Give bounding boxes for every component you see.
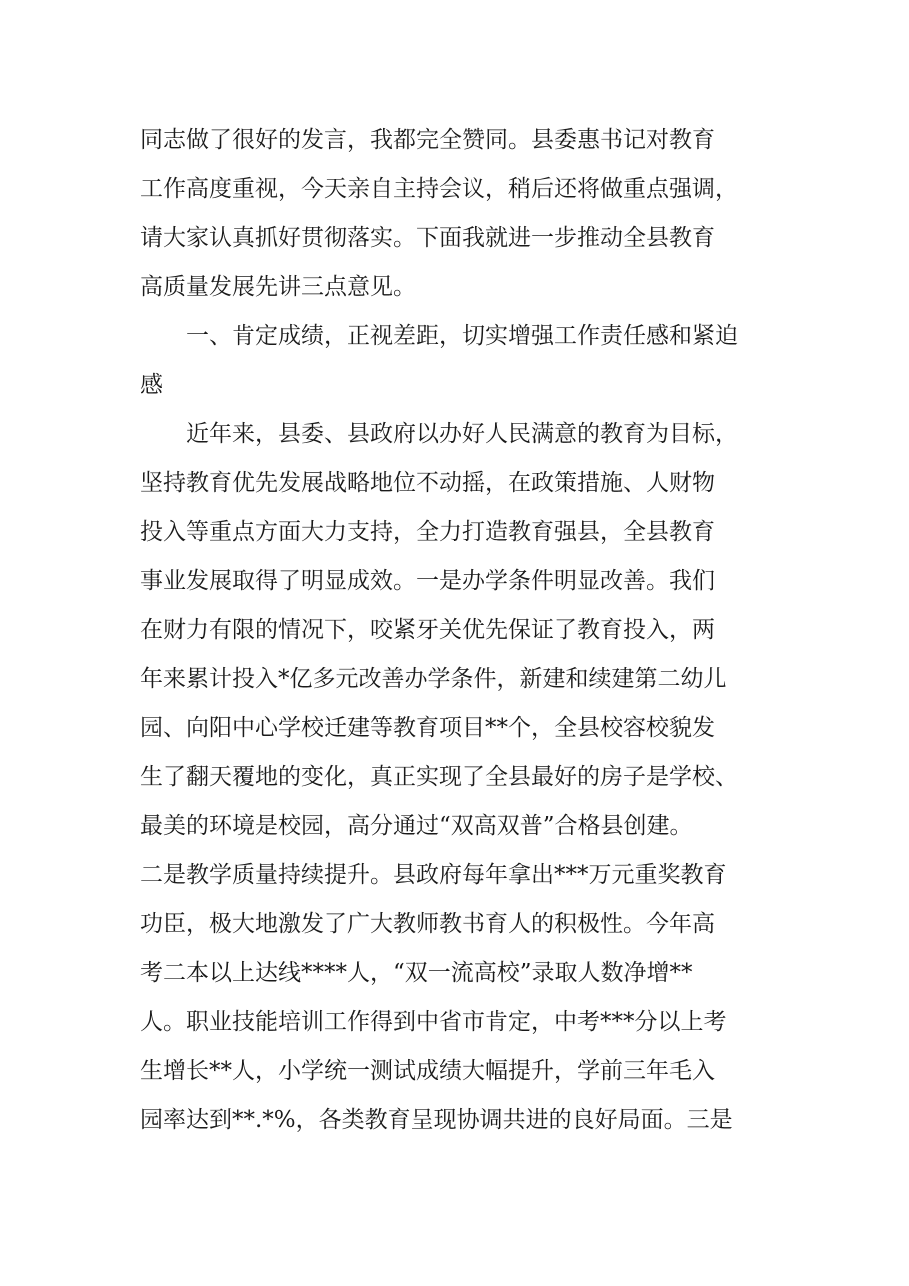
text-line: 同志做了很好的发言，我都完全赞同。县委惠书记对教育 bbox=[140, 127, 715, 153]
text-line: 二是教学质量持续提升。县政府每年拿出***万元重奖教育 bbox=[140, 862, 727, 888]
document-body bbox=[140, 116, 770, 1145]
text-line: 请大家认真抓好贯彻落实。下面我就进一步推动全县教育 bbox=[140, 225, 715, 251]
section-heading: 感 bbox=[140, 372, 163, 398]
text-line: 功臣，极大地激发了广大教师教书育人的积极性。今年高 bbox=[140, 911, 715, 937]
text-line: 在财力有限的情况下，咬紧牙关优先保证了教育投入，两 bbox=[140, 617, 715, 643]
text-line: 事业发展取得了明显成效。一是办学条件明显改善。我们 bbox=[140, 568, 715, 594]
text-line: 生增长**人，小学统一测试成绩大幅提升，学前三年毛入 bbox=[140, 1058, 715, 1084]
text-line: 年来累计投入*亿多元改善办学条件，新建和续建第二幼儿 bbox=[140, 666, 727, 692]
text-line: 工作高度重视，今天亲自主持会议，稍后还将做重点强调， bbox=[140, 176, 738, 202]
text-line: 考二本以上达线****人，“双一流高校”录取人数净增** bbox=[140, 960, 693, 986]
text-line: 园率达到**.*%，各类教育呈现协调共进的良好局面。三是 bbox=[140, 1107, 733, 1133]
section-heading: 一、肯定成绩，正视差距，切实增强工作责任感和紧迫 bbox=[140, 323, 738, 349]
text-line: 最美的环境是校园，高分通过“双高双普”合格县创建。 bbox=[140, 813, 693, 839]
text-line: 坚持教育优先发展战略地位不动摇，在政策措施、人财物 bbox=[140, 470, 715, 496]
text-line: 生了翻天覆地的变化，真正实现了全县最好的房子是学校、 bbox=[140, 764, 738, 790]
text-line: 近年来，县委、县政府以办好人民满意的教育为目标， bbox=[140, 421, 738, 447]
text-line: 高质量发展先讲三点意见。 bbox=[140, 274, 416, 300]
text-line: 投入等重点方面大力支持，全力打造教育强县，全县教育 bbox=[140, 519, 715, 545]
text-line: 园、向阳中心学校迁建等教育项目**个，全县校容校貌发 bbox=[140, 715, 715, 741]
text-line: 人。职业技能培训工作得到中省市肯定，中考***分以上考 bbox=[140, 1009, 727, 1035]
